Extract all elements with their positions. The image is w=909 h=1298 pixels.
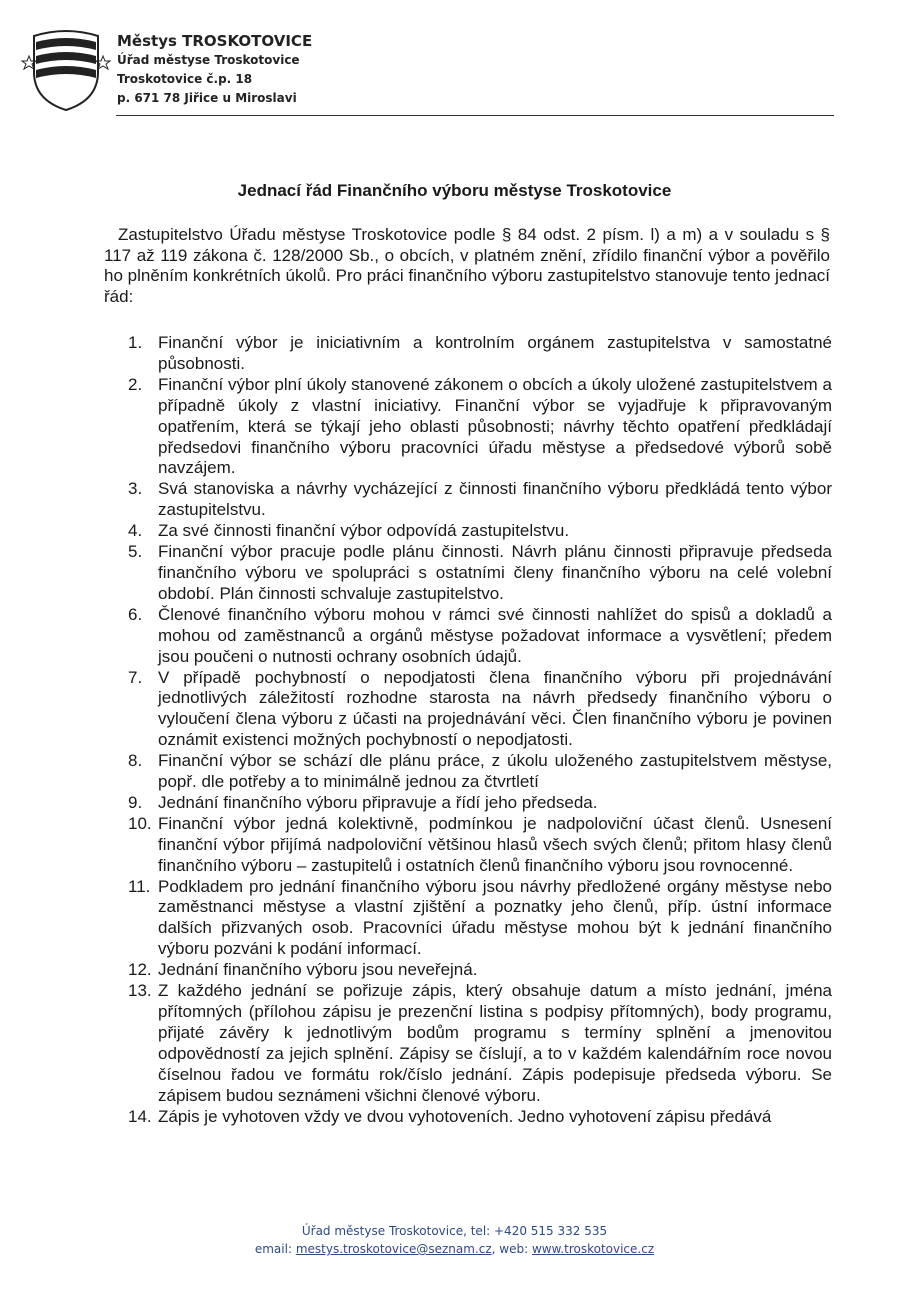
rule-number: 7. xyxy=(128,667,143,687)
rule-text: Jednání finančního výboru připravuje a řídí jeho předseda. xyxy=(158,792,598,812)
rule-item xyxy=(128,542,832,605)
letterhead xyxy=(20,28,320,118)
web-label: , web: xyxy=(491,1242,529,1256)
rule-item xyxy=(128,521,832,542)
rules-list xyxy=(128,333,832,1127)
address-line-2: p. 671 78 Jiřice u Miroslavi xyxy=(117,91,297,105)
rule-number: 6. xyxy=(128,604,143,624)
rule-number: 14. xyxy=(128,1106,152,1126)
rule-text: Z každého jednání se pořizuje zápis, který obsahuje datum a místo jednání, jména přítomných (přílohou zápisu je prezenční listina s podpisy přítomných), body programu, přijaté závěry k jednotlivým bodům programu s termíny splnění a jmenovitou odpovědností za jejich splnění. Zápisy se číslují, a to v každém kalendářním roce novou číselnou řadou ve formátu rok/číslo jednání. Zápis podepisuje předseda výboru. Se zápisem budou seznámeni všichni členové výboru. xyxy=(158,981,832,1105)
rule-number: 3. xyxy=(128,479,143,499)
rule-text: Podkladem pro jednání finančního výboru jsou návrhy předložené orgány městyse nebo zaměstnanci městyse a vlastní zjištění a poznatky jeho členů, příp. ústní informace dalších přizvaných osob. Pracovníci úřadu městyse mohou být k jednání finančního výboru pozváni k podání informací. xyxy=(158,876,832,959)
rule-item xyxy=(128,1107,832,1128)
office-address-block xyxy=(117,32,312,108)
rule-text: Za své činnosti finanční výbor odpovídá zastupitelstvu. xyxy=(158,521,570,541)
office-name: Městys TROSKOTOVICE xyxy=(117,32,313,50)
rule-number: 9. xyxy=(128,792,143,812)
rule-text: Finanční výbor jedná kolektivně, podmínkou je nadpoloviční účast členů. Usnesení finanční výbor přijímá nadpoloviční většinou hlasů všech svých členů; přitom hlasy členů finančního výboru – zastupitelů i ostatních členů finančního výboru jsou rovnocenné. xyxy=(158,813,832,875)
rule-text: Jednání finančního výboru jsou neveřejná. xyxy=(158,960,478,980)
rule-item xyxy=(128,479,832,521)
rule-item xyxy=(128,605,832,668)
footer-contact-line: Úřad městyse Troskotovice, tel: +420 515 332 535 xyxy=(301,1224,608,1238)
rule-text: Finanční výbor se schází dle plánu práce, z úkolu uloženého zastupitelstvem městyse, popř. dle potřeby a to minimálně jednou za čtvrtletí xyxy=(158,751,832,792)
rule-item xyxy=(128,668,832,752)
rule-text: Svá stanoviska a návrhy vycházející z činnosti finančního výboru předkládá tento výbor zastupitelstvu. xyxy=(158,479,832,520)
rule-number: 10. xyxy=(128,813,152,833)
rule-item xyxy=(128,877,832,961)
rule-text: Zápis je vyhotoven vždy ve dvou vyhotoveních. Jedno vyhotovení zápisu předává xyxy=(158,1106,772,1126)
rule-item xyxy=(128,793,832,814)
rule-number: 5. xyxy=(128,542,143,562)
header-divider xyxy=(116,115,834,116)
email-label: email: xyxy=(254,1242,292,1256)
rule-text: Finanční výbor pracuje podle plánu činnosti. Návrh plánu činnosti připravuje předseda finančního výboru ve spolupráci s ostatními členy finančního výboru na celé volební období. Plán činnosti schvaluje zastupitelstvo. xyxy=(158,542,832,603)
rule-item xyxy=(128,960,832,981)
rule-number: 12. xyxy=(128,960,152,980)
rule-number: 11. xyxy=(128,876,151,896)
rule-text: V případě pochybností o nepodjatosti člena finančního výboru při projednávání jednotlivých záležitostí rozhodne starosta na návrh předsedy finančního výboru o vyloučení člena výboru z účasti na projednávání věci. Člen finančního výboru je povinen oznámit existenci možných pochybností o nepodjatosti. xyxy=(158,667,832,750)
rule-item xyxy=(128,751,832,793)
footer-links-line xyxy=(0,1240,909,1258)
rule-text: Finanční výbor je iniciativním a kontrolním orgánem zastupitelstva v samostatné působnosti. xyxy=(158,333,832,373)
rule-item xyxy=(128,375,832,480)
rule-number: 8. xyxy=(128,751,143,771)
rule-item xyxy=(128,981,832,1106)
intro-paragraph: Zastupitelstvo Úřadu městyse Troskotovice podle § 84 odst. 2 písm. l) a m) a v souladu s § 117 až 119 zákona č. 128/2000 Sb., o obcích, v platném znění, zřídilo finanční výbor a pověřilo ho plněním konkrétních úkolů. Pro práci finančního výboru zastupitelstvo stanovuje tento jednací řád: xyxy=(104,225,830,306)
rule-number: 13. xyxy=(128,981,152,1001)
rule-text: Členové finančního výboru mohou v rámci své činnosti nahlížet do spisů a dokladů a mohou od zaměstnanců a orgánů městyse požadovat informace a vysvětlení; předem jsou poučeni o nutnosti ochrany osobních údajů. xyxy=(158,604,832,666)
footer xyxy=(0,1222,909,1258)
office-subtitle: Úřad městyse Troskotovice xyxy=(117,53,300,67)
rule-item xyxy=(128,333,832,375)
rule-item xyxy=(128,814,832,877)
rule-text: Finanční výbor plní úkoly stanovené zákonem o obcích a úkoly uložené zastupitelstvem a případně úkoly z vlastní iniciativy. Finanční výbor se vyjadřuje k připravovaným opatřením, která se týkají jeho oblasti působnosti; návrhy těchto opatření předkládají předsedovi finančního výboru pracovníci úřadu městyse a předsedové výborů sobě navzájem. xyxy=(158,374,832,478)
document-title: Jednací řád Finančního výboru městyse Troskotovice xyxy=(237,181,672,200)
rule-number: 4. xyxy=(128,521,143,541)
address-line-1: Troskotovice č.p. 18 xyxy=(117,72,253,86)
coat-of-arms-icon xyxy=(20,28,112,112)
web-link[interactable]: www.troskotovice.cz xyxy=(531,1242,655,1256)
rule-number: 1. xyxy=(128,333,143,352)
email-link[interactable]: mestys.troskotovice@seznam.cz xyxy=(295,1242,492,1256)
rule-number: 2. xyxy=(128,374,143,394)
